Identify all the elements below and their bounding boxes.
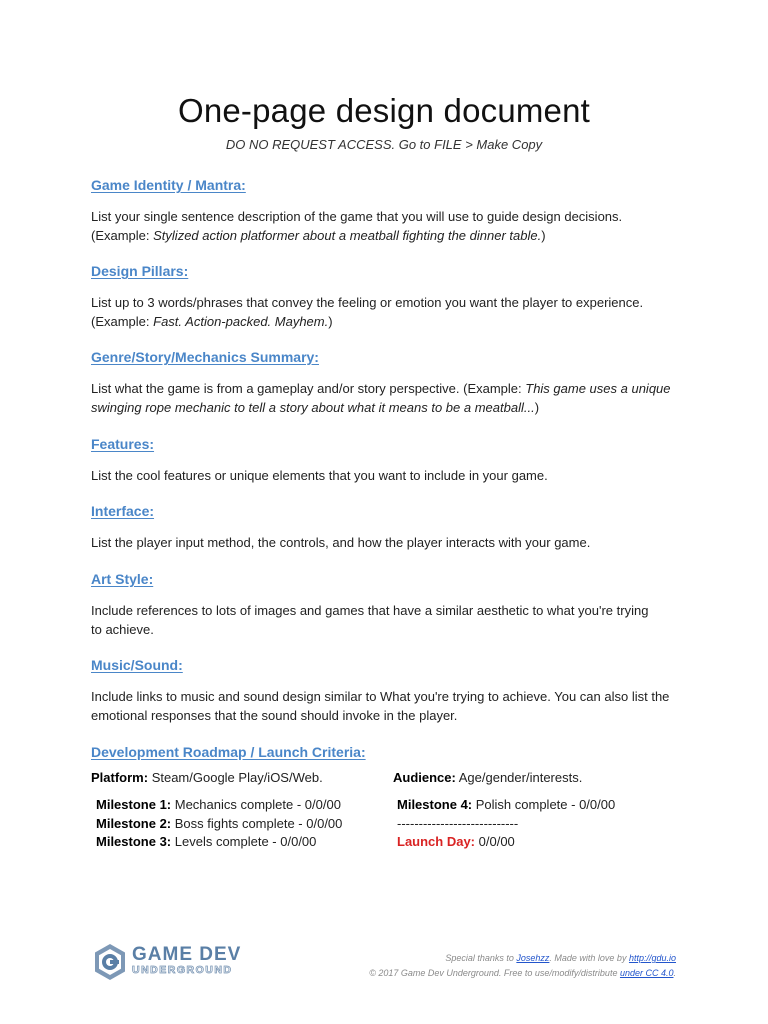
- milestone-4-value: Polish complete - 0/0/00: [475, 797, 616, 812]
- milestone-3: [96, 834, 316, 849]
- milestone-1-label: Milestone 1:: [96, 797, 172, 812]
- section-pillars: [91, 263, 691, 331]
- section-interface: [91, 503, 691, 552]
- gdu-link[interactable]: http://gdu.io: [628, 953, 676, 963]
- milestone-2: [96, 816, 342, 831]
- genre-text: [91, 379, 681, 417]
- logo-text-main: GAME DEV: [132, 944, 242, 965]
- platform-line: [91, 770, 323, 785]
- heading-art[interactable]: Art Style:: [91, 571, 154, 587]
- identity-desc: List your single sentence description of the game that you will use to guide design decisions.: [91, 209, 623, 224]
- milestone-1: [96, 797, 341, 812]
- heading-roadmap[interactable]: Development Roadmap / Launch Criteria:: [91, 744, 366, 760]
- license-line: [369, 966, 676, 981]
- gdu-logo-icon: [92, 942, 128, 982]
- page-subtitle: DO NO REQUEST ACCESS. Go to FILE > Make Copy: [225, 137, 543, 152]
- pillars-example-suffix: ): [328, 314, 333, 329]
- identity-example-prefix: (Example:: [91, 228, 154, 243]
- features-text: List the cool features or unique elements that you want to include in your game.: [91, 468, 548, 483]
- identity-example-suffix: ): [541, 228, 546, 243]
- footer-credits: [369, 951, 676, 981]
- identity-text: [91, 207, 691, 245]
- audience-value: Age/gender/interests.: [458, 770, 583, 785]
- section-genre: [91, 349, 691, 417]
- launch-label: Launch Day:: [397, 834, 476, 849]
- launch-value: 0/0/00: [478, 834, 515, 849]
- milestone-1-value: Mechanics complete - 0/0/00: [174, 797, 341, 812]
- page-title: One-page design document: [177, 92, 591, 129]
- license-suffix: .: [673, 968, 676, 978]
- milestone-2-label: Milestone 2:: [96, 816, 172, 831]
- pillars-desc: List up to 3 words/phrases that convey the feeling or emotion you want the player to experience.: [91, 295, 644, 310]
- audience-label: Audience:: [393, 770, 456, 785]
- credits-prefix: Special thanks to: [445, 953, 517, 963]
- section-roadmap: [91, 744, 691, 762]
- milestone-separator: ----------------------------: [397, 816, 519, 831]
- heading-identity[interactable]: Game Identity / Mantra:: [91, 177, 246, 193]
- section-music: [91, 657, 691, 725]
- credits-line: [369, 951, 676, 966]
- pillars-text: [91, 293, 691, 331]
- logo-text-sub: UNDERGROUND: [132, 964, 233, 976]
- milestone-4: [397, 797, 615, 812]
- license-link[interactable]: under CC 4.0: [619, 968, 674, 978]
- audience-line: [393, 770, 582, 785]
- heading-interface[interactable]: Interface:: [91, 503, 155, 519]
- pillars-example-prefix: (Example:: [91, 314, 154, 329]
- heading-genre[interactable]: Genre/Story/Mechanics Summary:: [91, 349, 319, 365]
- section-identity: [91, 177, 691, 245]
- milestone-3-value: Levels complete - 0/0/00: [174, 834, 317, 849]
- genre-example: This game uses a unique swinging rope mechanic to tell a story about what it means to be a meatball...: [91, 381, 671, 415]
- platform-label: Platform:: [91, 770, 149, 785]
- platform-value: Steam/Google Play/iOS/Web.: [151, 770, 323, 785]
- art-text: Include references to lots of images and games that have a similar aesthetic to what you're trying to achieve.: [91, 603, 649, 637]
- milestone-4-label: Milestone 4:: [397, 797, 473, 812]
- heading-features[interactable]: Features:: [91, 436, 155, 452]
- credits-mid: . Made with love by: [549, 953, 629, 963]
- genre-desc: List what the game is from a gameplay and/or story perspective. (Example:: [91, 381, 526, 396]
- genre-example-suffix: ): [534, 400, 540, 415]
- music-text: Include links to music and sound design similar to What you're trying to achieve. You can also list the emotional responses that the sound should invoke in the player.: [91, 689, 670, 723]
- section-features: [91, 436, 691, 485]
- section-art: [91, 571, 691, 639]
- launch-day: [397, 834, 515, 849]
- pillars-example: Fast. Action-packed. Mayhem.: [153, 314, 329, 329]
- milestone-2-value: Boss fights complete - 0/0/00: [174, 816, 343, 831]
- identity-example: Stylized action platformer about a meatball fighting the dinner table.: [153, 228, 542, 243]
- license-prefix: © 2017 Game Dev Underground. Free to use/modify/distribute: [369, 968, 620, 978]
- heading-pillars[interactable]: Design Pillars:: [91, 263, 189, 279]
- credits-name-link[interactable]: Josehzz: [516, 953, 550, 963]
- heading-music[interactable]: Music/Sound:: [91, 657, 183, 673]
- interface-text: List the player input method, the controls, and how the player interacts with your game.: [91, 535, 591, 550]
- milestone-3-label: Milestone 3:: [96, 834, 172, 849]
